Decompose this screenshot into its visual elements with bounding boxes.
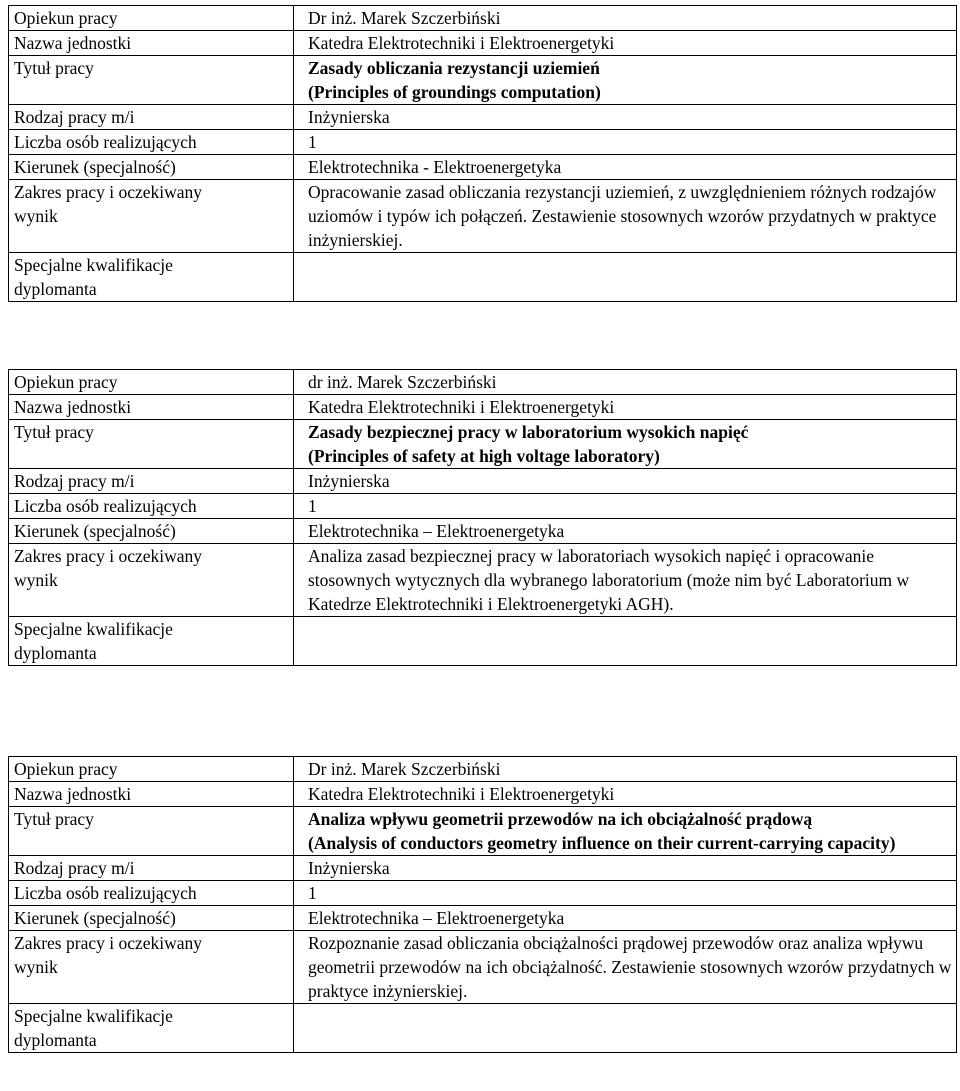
value-scope: Analiza zasad bezpiecznej pracy w laboratoriach wysokich napięć i opracowanie stosownych wytycznych dla wybranego laboratorium (może nim być Laboratorium w Katedrze Elektrotechniki i Elektroenergetyki AGH). — [294, 544, 957, 617]
row-unit — [9, 395, 957, 420]
value-type: Inżynierska — [294, 469, 957, 494]
row-unit — [9, 31, 957, 56]
value-unit: Katedra Elektrotechniki i Elektroenergetyki — [294, 31, 957, 56]
row-type — [9, 856, 957, 881]
label-scope-line2: wynik — [14, 206, 58, 226]
label-scope-line1: Zakres pracy i oczekiwany — [14, 546, 203, 566]
label-direction: Kierunek (specjalność) — [9, 519, 294, 544]
value-supervisor: Dr inż. Marek Szczerbiński — [294, 757, 957, 782]
label-title: Tytuł pracy — [9, 56, 294, 105]
row-scope — [9, 180, 957, 253]
value-persons: 1 — [294, 494, 957, 519]
value-direction: Elektrotechnika – Elektroenergetyka — [294, 519, 957, 544]
row-type — [9, 105, 957, 130]
label-qual-line1: Specjalne kwalifikacje — [14, 1006, 173, 1026]
row-supervisor — [9, 757, 957, 782]
label-qual-line2: dyplomanta — [14, 279, 97, 299]
row-persons — [9, 881, 957, 906]
value-type: Inżynierska — [294, 856, 957, 881]
label-qual-line2: dyplomanta — [14, 1030, 97, 1050]
value-qualifications — [294, 1004, 957, 1053]
row-direction — [9, 155, 957, 180]
thesis-table-3 — [8, 756, 957, 1053]
value-title — [294, 56, 957, 105]
label-direction: Kierunek (specjalność) — [9, 906, 294, 931]
label-qual-line1: Specjalne kwalifikacje — [14, 255, 173, 275]
value-scope: Opracowanie zasad obliczania rezystancji uziemień, z uwzględnieniem różnych rodzajów uziomów i typów ich połączeń. Zestawienie stosownych wzorów przydatnych w praktyce inżynierskiej. — [294, 180, 957, 253]
row-scope — [9, 544, 957, 617]
label-direction: Kierunek (specjalność) — [9, 155, 294, 180]
title-english: (Analysis of conductors geometry influence on their current-carrying capacity) — [308, 833, 896, 853]
title-english: (Principles of groundings computation) — [308, 82, 601, 102]
row-unit — [9, 782, 957, 807]
label-scope-line1: Zakres pracy i oczekiwany — [14, 933, 203, 953]
label-scope — [9, 180, 294, 253]
row-direction — [9, 906, 957, 931]
label-scope — [9, 544, 294, 617]
label-type: Rodzaj pracy m/i — [9, 469, 294, 494]
value-persons: 1 — [294, 130, 957, 155]
row-title — [9, 420, 957, 469]
label-scope-line2: wynik — [14, 570, 58, 590]
label-unit: Nazwa jednostki — [9, 782, 294, 807]
label-supervisor: Opiekun pracy — [9, 370, 294, 395]
row-supervisor — [9, 6, 957, 31]
value-qualifications — [294, 253, 957, 302]
value-direction: Elektrotechnika – Elektroenergetyka — [294, 906, 957, 931]
value-direction: Elektrotechnika - Elektroenergetyka — [294, 155, 957, 180]
value-title — [294, 807, 957, 856]
value-supervisor: dr inż. Marek Szczerbiński — [294, 370, 957, 395]
thesis-table-2 — [8, 369, 957, 666]
row-scope — [9, 931, 957, 1004]
row-qualifications — [9, 253, 957, 302]
label-qualifications — [9, 1004, 294, 1053]
label-type: Rodzaj pracy m/i — [9, 105, 294, 130]
label-unit: Nazwa jednostki — [9, 395, 294, 420]
row-qualifications — [9, 1004, 957, 1053]
label-qual-line1: Specjalne kwalifikacje — [14, 619, 173, 639]
label-title: Tytuł pracy — [9, 420, 294, 469]
title-polish: Zasady bezpiecznej pracy w laboratorium wysokich napięć — [308, 422, 749, 442]
label-scope — [9, 931, 294, 1004]
value-title — [294, 420, 957, 469]
label-supervisor: Opiekun pracy — [9, 6, 294, 31]
value-persons: 1 — [294, 881, 957, 906]
row-type — [9, 469, 957, 494]
value-supervisor: Dr inż. Marek Szczerbiński — [294, 6, 957, 31]
value-qualifications — [294, 617, 957, 666]
row-qualifications — [9, 617, 957, 666]
label-persons: Liczba osób realizujących — [9, 494, 294, 519]
value-unit: Katedra Elektrotechniki i Elektroenergetyki — [294, 782, 957, 807]
row-direction — [9, 519, 957, 544]
label-qual-line2: dyplomanta — [14, 643, 97, 663]
thesis-table-1 — [8, 5, 957, 302]
row-title — [9, 56, 957, 105]
row-persons — [9, 494, 957, 519]
row-supervisor — [9, 370, 957, 395]
title-english: (Principles of safety at high voltage laboratory) — [308, 446, 660, 466]
label-scope-line2: wynik — [14, 957, 58, 977]
row-title — [9, 807, 957, 856]
label-persons: Liczba osób realizujących — [9, 130, 294, 155]
label-qualifications — [9, 253, 294, 302]
label-persons: Liczba osób realizujących — [9, 881, 294, 906]
value-type: Inżynierska — [294, 105, 957, 130]
label-type: Rodzaj pracy m/i — [9, 856, 294, 881]
row-persons — [9, 130, 957, 155]
title-polish: Zasady obliczania rezystancji uziemień — [308, 58, 600, 78]
title-polish: Analiza wpływu geometrii przewodów na ich obciążalność prądową — [308, 809, 813, 829]
label-title: Tytuł pracy — [9, 807, 294, 856]
label-supervisor: Opiekun pracy — [9, 757, 294, 782]
value-scope: Rozpoznanie zasad obliczania obciążalności prądowej przewodów oraz analiza wpływu geometrii przewodów na ich obciążalność. Zestawienie stosownych wzorów przydatnych w praktyce inżynierskiej. — [294, 931, 957, 1004]
label-qualifications — [9, 617, 294, 666]
value-unit: Katedra Elektrotechniki i Elektroenergetyki — [294, 395, 957, 420]
label-unit: Nazwa jednostki — [9, 31, 294, 56]
label-scope-line1: Zakres pracy i oczekiwany — [14, 182, 203, 202]
